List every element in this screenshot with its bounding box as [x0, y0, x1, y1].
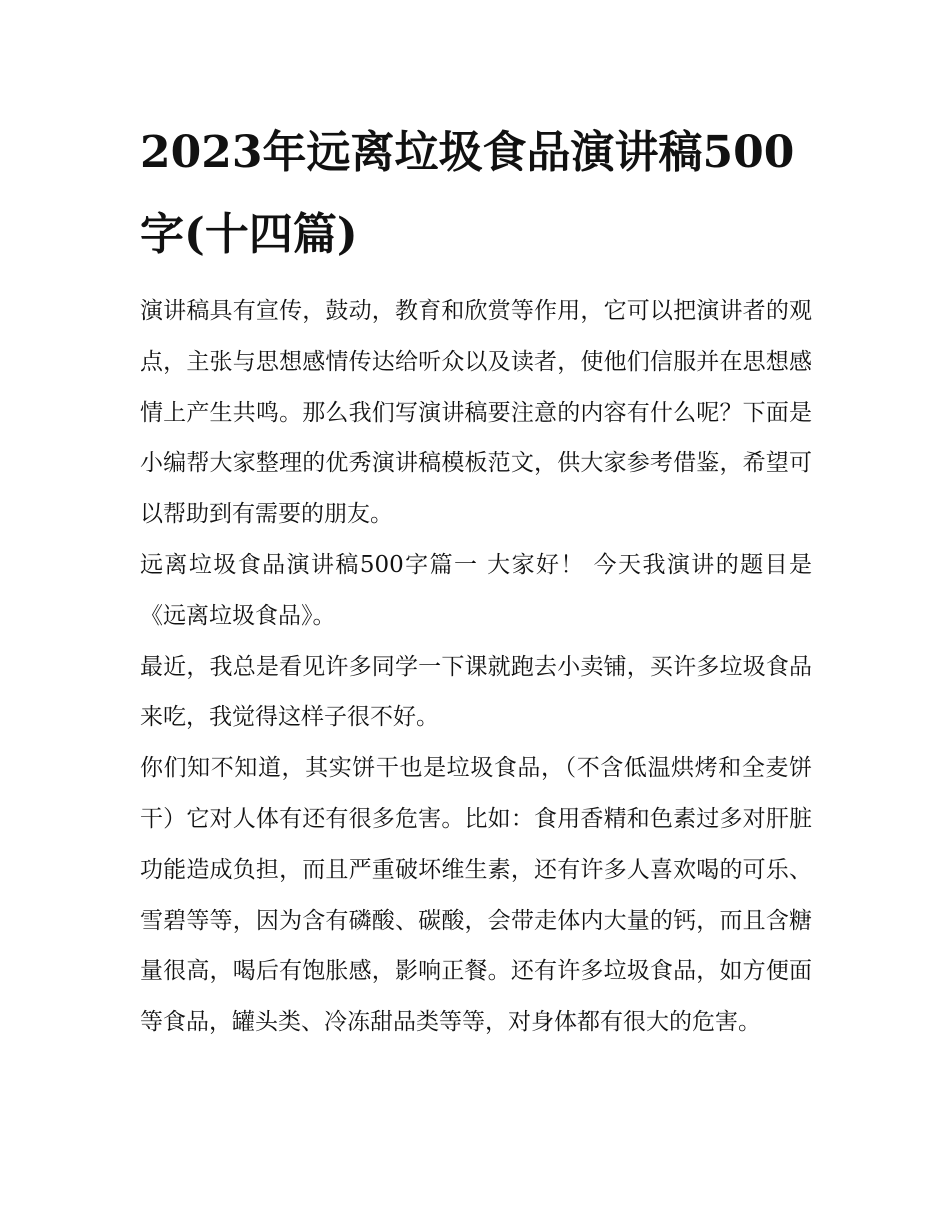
paragraph-chapter-one-opening: 远离垃圾食品演讲稿500字篇一 大家好！ 今天我演讲的题目是《远离垃圾食品》。	[140, 551, 812, 629]
document-page	[140, 112, 812, 1048]
document-title: 2023年远离垃圾食品演讲稿500字(十四篇)	[140, 127, 795, 260]
document-body	[140, 286, 812, 1048]
paragraph-intro: 演讲稿具有宣传，鼓动，教育和欣赏等作用，它可以把演讲者的观点，主张与思想感情传达给听众以及读者，使他们信服并在思想感情上产生共鸣。那么我们写演讲稿要注意的内容有什么呢？下面是小编帮大家整理的优秀演讲稿模板范文，供大家参考借鉴，希望可以帮助到有需要的朋友。	[140, 298, 812, 528]
paragraph-observation: 最近，我总是看见许多同学一下课就跑去小卖铺，买许多垃圾食品来吃，我觉得这样子很不好。	[140, 653, 812, 731]
paragraph-harms: 你们知不知道，其实饼干也是垃圾食品，（不含低温烘烤和全麦饼干）它对人体有还有很多危害。比如：食用香精和色素过多对肝脏功能造成负担，而且严重破坏维生素，还有许多人喜欢喝的可乐、雪碧等等，因为含有磷酸、碳酸，会带走体内大量的钙，而且含糖量很高，喝后有饱胀感，影响正餐。还有许多垃圾食品，如方便面等食品，罐头类、冷冻甜品类等等，对身体都有很大的危害。	[140, 755, 812, 1036]
